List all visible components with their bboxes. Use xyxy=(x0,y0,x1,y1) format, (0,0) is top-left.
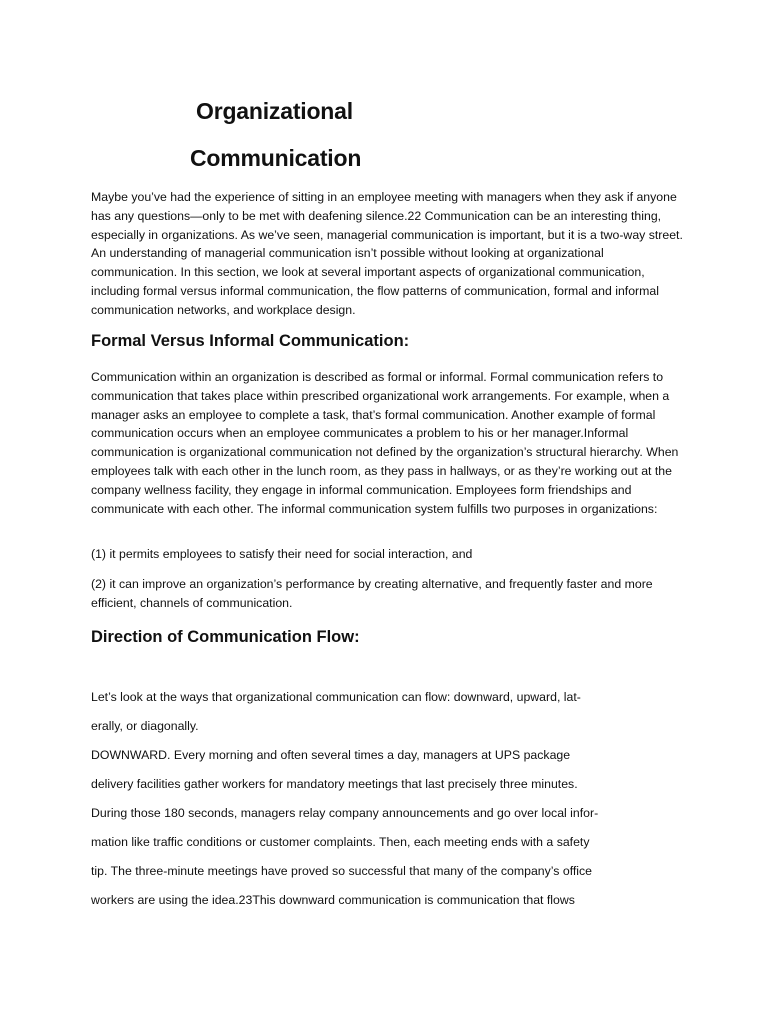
flow-line-2: erally, or diagonally. xyxy=(91,719,199,733)
flow-line-1: Let’s look at the ways that organizational communication can flow: downward, upward, lat- xyxy=(91,690,581,704)
purpose-item-1: (1) it permits employees to satisfy their need for social interaction, and xyxy=(91,547,473,561)
flow-line-6: mation like traffic conditions or customer complaints. Then, each meeting ends with a safety xyxy=(91,835,590,849)
formal-informal-paragraph: Communication within an organization is described as formal or informal. Formal communication refers to communication that takes place within prescribed organizational work arrangements. For example, when a manager asks an employee to complete a task, that’s formal communication. Another example of formal communication occurs when an employee communicates a problem to his or her manager.Informal communication is organizational communication not defined by the organization’s structural hierarchy. When employees talk with each other in the lunch room, as they pass in hallways, or as they’re working out at the company wellness facility, they engage in informal communication. Employees form friendships and communicate with each other. The informal communication system fulfills two purposes in organizations: xyxy=(91,370,679,516)
flow-line-4: delivery facilities gather workers for mandatory meetings that last precisely three minutes. xyxy=(91,777,578,791)
purpose-item-2: (2) it can improve an organization’s performance by creating alternative, and frequently faster and more efficient, channels of communication. xyxy=(91,577,653,610)
section-heading-formal-informal: Formal Versus Informal Communication: xyxy=(91,332,410,350)
flow-line-8: workers are using the idea.23This downward communication is communication that flows xyxy=(91,893,575,907)
document-title-line-1: Organizational xyxy=(196,98,353,124)
flow-line-5: During those 180 seconds, managers relay company announcements and go over local infor- xyxy=(91,806,599,820)
flow-line-7: tip. The three-minute meetings have proved so successful that many of the company’s office xyxy=(91,864,593,878)
document-title-line-2: Communication xyxy=(190,145,362,171)
flow-line-3: DOWNWARD. Every morning and often several times a day, managers at UPS package xyxy=(91,748,571,762)
intro-paragraph: Maybe you’ve had the experience of sitting in an employee meeting with managers when they ask if anyone has any questions—only to be met with deafening silence.22 Communication can be an interesting thing, especially in organizations. As we’ve seen, managerial communication is important, but it is a two-way street. An understanding of managerial communication isn’t possible without looking at organizational communication. In this section, we look at several important aspects of organizational communication, including formal versus informal communication, the flow patterns of communication, formal and informal communication networks, and workplace design. xyxy=(91,190,683,317)
section-heading-direction-flow: Direction of Communication Flow: xyxy=(91,628,360,646)
